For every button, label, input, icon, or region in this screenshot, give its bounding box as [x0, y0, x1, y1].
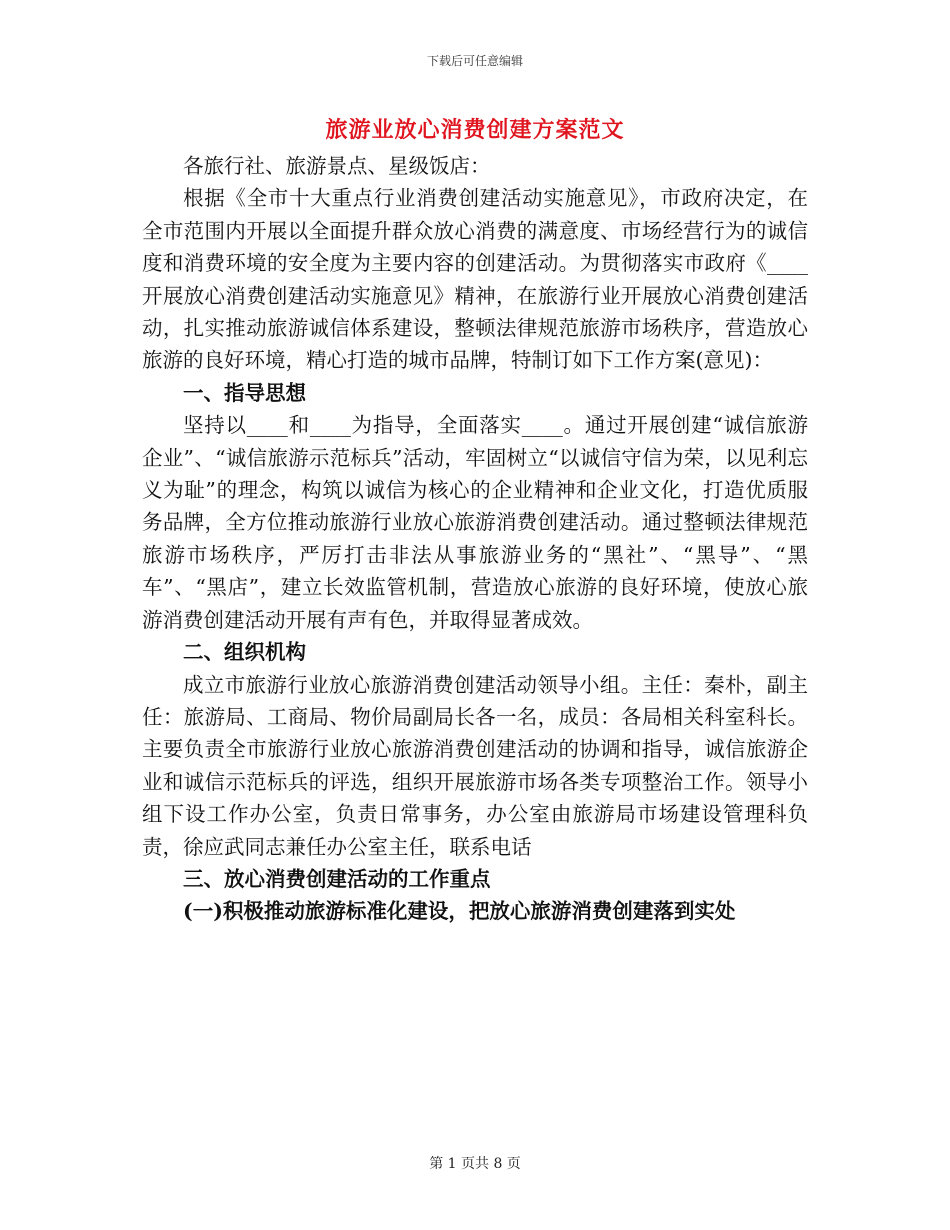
page-header-note: 下载后可任意编辑 [426, 54, 523, 68]
salutation: 各旅行社、旅游景点、星级饭店： [183, 154, 491, 178]
organization-paragraph: 成立市旅游行业放心旅游消费创建活动领导小组。主任：秦朴，副主任：旅游局、工商局、物价局副局长各一名，成员：各局相关科室科长。主要负责全市旅游行业放心旅游消费创建活动的协调和指导，诚信旅游企业和诚信示范标兵的评选，组织开展旅游市场各类专项整治工作。领导小组下设工作办公室，负责日常事务，办公室由旅游局市场建设管理科负责，徐应武同志兼任办公室主任，联系电话 [142, 672, 808, 859]
section-heading-guiding-ideology: 一、指导思想 [183, 380, 306, 405]
intro-paragraph: 根据《全市十大重点行业消费创建活动实施意见》，市政府决定，在全市范围内开展以全面提升群众放心消费的满意度、市场经营行为的诚信度和消费环境的安全度为主要内容的创建活动。为贯彻落实市政府《____开展放心消费创建活动实施意见》精神，在旅游行业开展放心消费创建活动，扎实推动旅游诚信体系建设，整顿法律规范旅游市场秩序，营造放心旅游的良好环境，精心打造的城市品牌，特制订如下工作方案(意见)： [142, 186, 808, 373]
section-heading-work-focus: 三、放心消费创建活动的工作重点 [183, 866, 491, 891]
page-number: 第 1 页共 8 页 [429, 1156, 521, 1172]
document-body [142, 112, 808, 928]
section-heading-organization: 二、组织机构 [183, 640, 306, 665]
guiding-ideology-paragraph: 坚持以____和____为指导，全面落实____。通过开展创建“诚信旅游企业”、“诚信旅游示范标兵”活动，牢固树立“以诚信守信为荣，以见利忘义为耻”的理念，构筑以诚信为核心的企业精神和企业文化，打造优质服务品牌，全方位推动旅游行业放心旅游消费创建活动。通过整顿法律规范旅游市场秩序，严厉打击非法从事旅游业务的“黑社”、“黑导”、“黑车”、“黑店”，建立长效监管机制，营造放心旅游的良好环境，使放心旅游消费创建活动开展有声有色，并取得显著成效。 [142, 413, 808, 632]
document-title: 旅游业放心消费创建方案范文 [325, 117, 625, 143]
subsection-heading-standardization: (一)积极推动旅游标准化建设，把放心旅游消费创建落到实处 [183, 899, 736, 924]
